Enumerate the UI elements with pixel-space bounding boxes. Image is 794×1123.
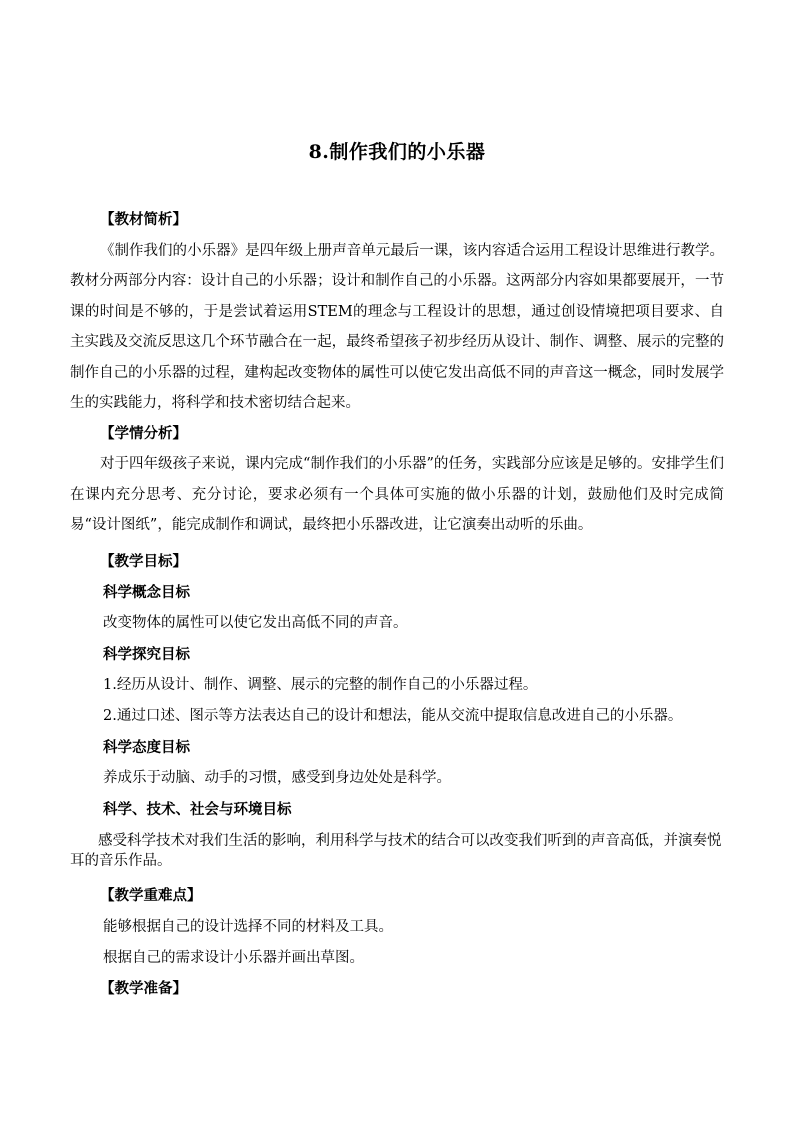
stse-goal-text: 感受科学技术对我们生活的影响，利用科学与技术的结合可以改变我们听到的声音高低，并演奏悦耳的音乐作品。: [70, 833, 722, 869]
document-body: [70, 205, 724, 1004]
concept-goal-text: 改变物体的属性可以使它发出高低不同的声音。: [103, 615, 408, 631]
attitude-goal-title: 科学态度目标: [103, 739, 190, 756]
keypoint-item: 根据自己的需求设计小乐器并画出草图。: [103, 949, 364, 966]
section-heading-students: 【学情分析】: [100, 424, 187, 442]
keypoint-item: 能够根据自己的设计选择不同的材料及工具。: [103, 918, 393, 935]
concept-goal-title: 科学概念目标: [103, 584, 190, 601]
section-heading-keypoints: 【教学重难点】: [100, 887, 202, 904]
section-heading-goals: 【教学目标】: [100, 552, 187, 570]
page-title: 8.制作我们的小乐器: [308, 141, 486, 163]
inquiry-goal-title: 科学探究目标: [103, 646, 190, 663]
students-paragraph: 对于四年级孩子来说，课内完成“制作我们的小乐器”的任务，实践部分应该是足够的。安排学生们在课内充分思考、充分讨论，要求必须有一个具体可实施的做小乐器的计划，鼓励他们及时完成简易“设计图纸”，能完成制作和调试，最终把小乐器改进，让它演奏出动听的乐曲。: [70, 456, 724, 533]
attitude-goal-text: 养成乐于动脑、动手的习惯，感受到身边处处是科学。: [103, 770, 451, 786]
stse-goal-title: 科学、技术、社会与环境目标: [103, 801, 292, 818]
material-paragraph: 《制作我们的小乐器》是四年级上册声音单元最后一课，该内容适合运用工程设计思维进行教学。教材分两部分内容：设计自己的小乐器；设计和制作自己的小乐器。这两部分内容如果都要展开，一节课的时间是不够的，于是尝试着运用STEM的理念与工程设计的思想，通过创设情境把项目要求、自主实践及交流反思这几个环节融合在一起，最终希望孩子初步经历从设计、制作、调整、展示的完整的制作自己的小乐器的过程，建构起改变物体的属性可以使它发出高低不同的声音这一概念，同时发展学生的实践能力，将科学和技术密切结合起来。: [70, 242, 724, 411]
inquiry-goal-item: 1.经历从设计、制作、调整、展示的完整的制作自己的小乐器过程。: [103, 677, 538, 693]
section-heading-material: 【教材简析】: [100, 211, 187, 228]
inquiry-goal-item: 2.通过口述、图示等方法表达自己的设计和想法，能从交流中提取信息改进自己的小乐器。: [103, 708, 683, 724]
section-heading-preparation: 【教学准备】: [100, 979, 187, 997]
